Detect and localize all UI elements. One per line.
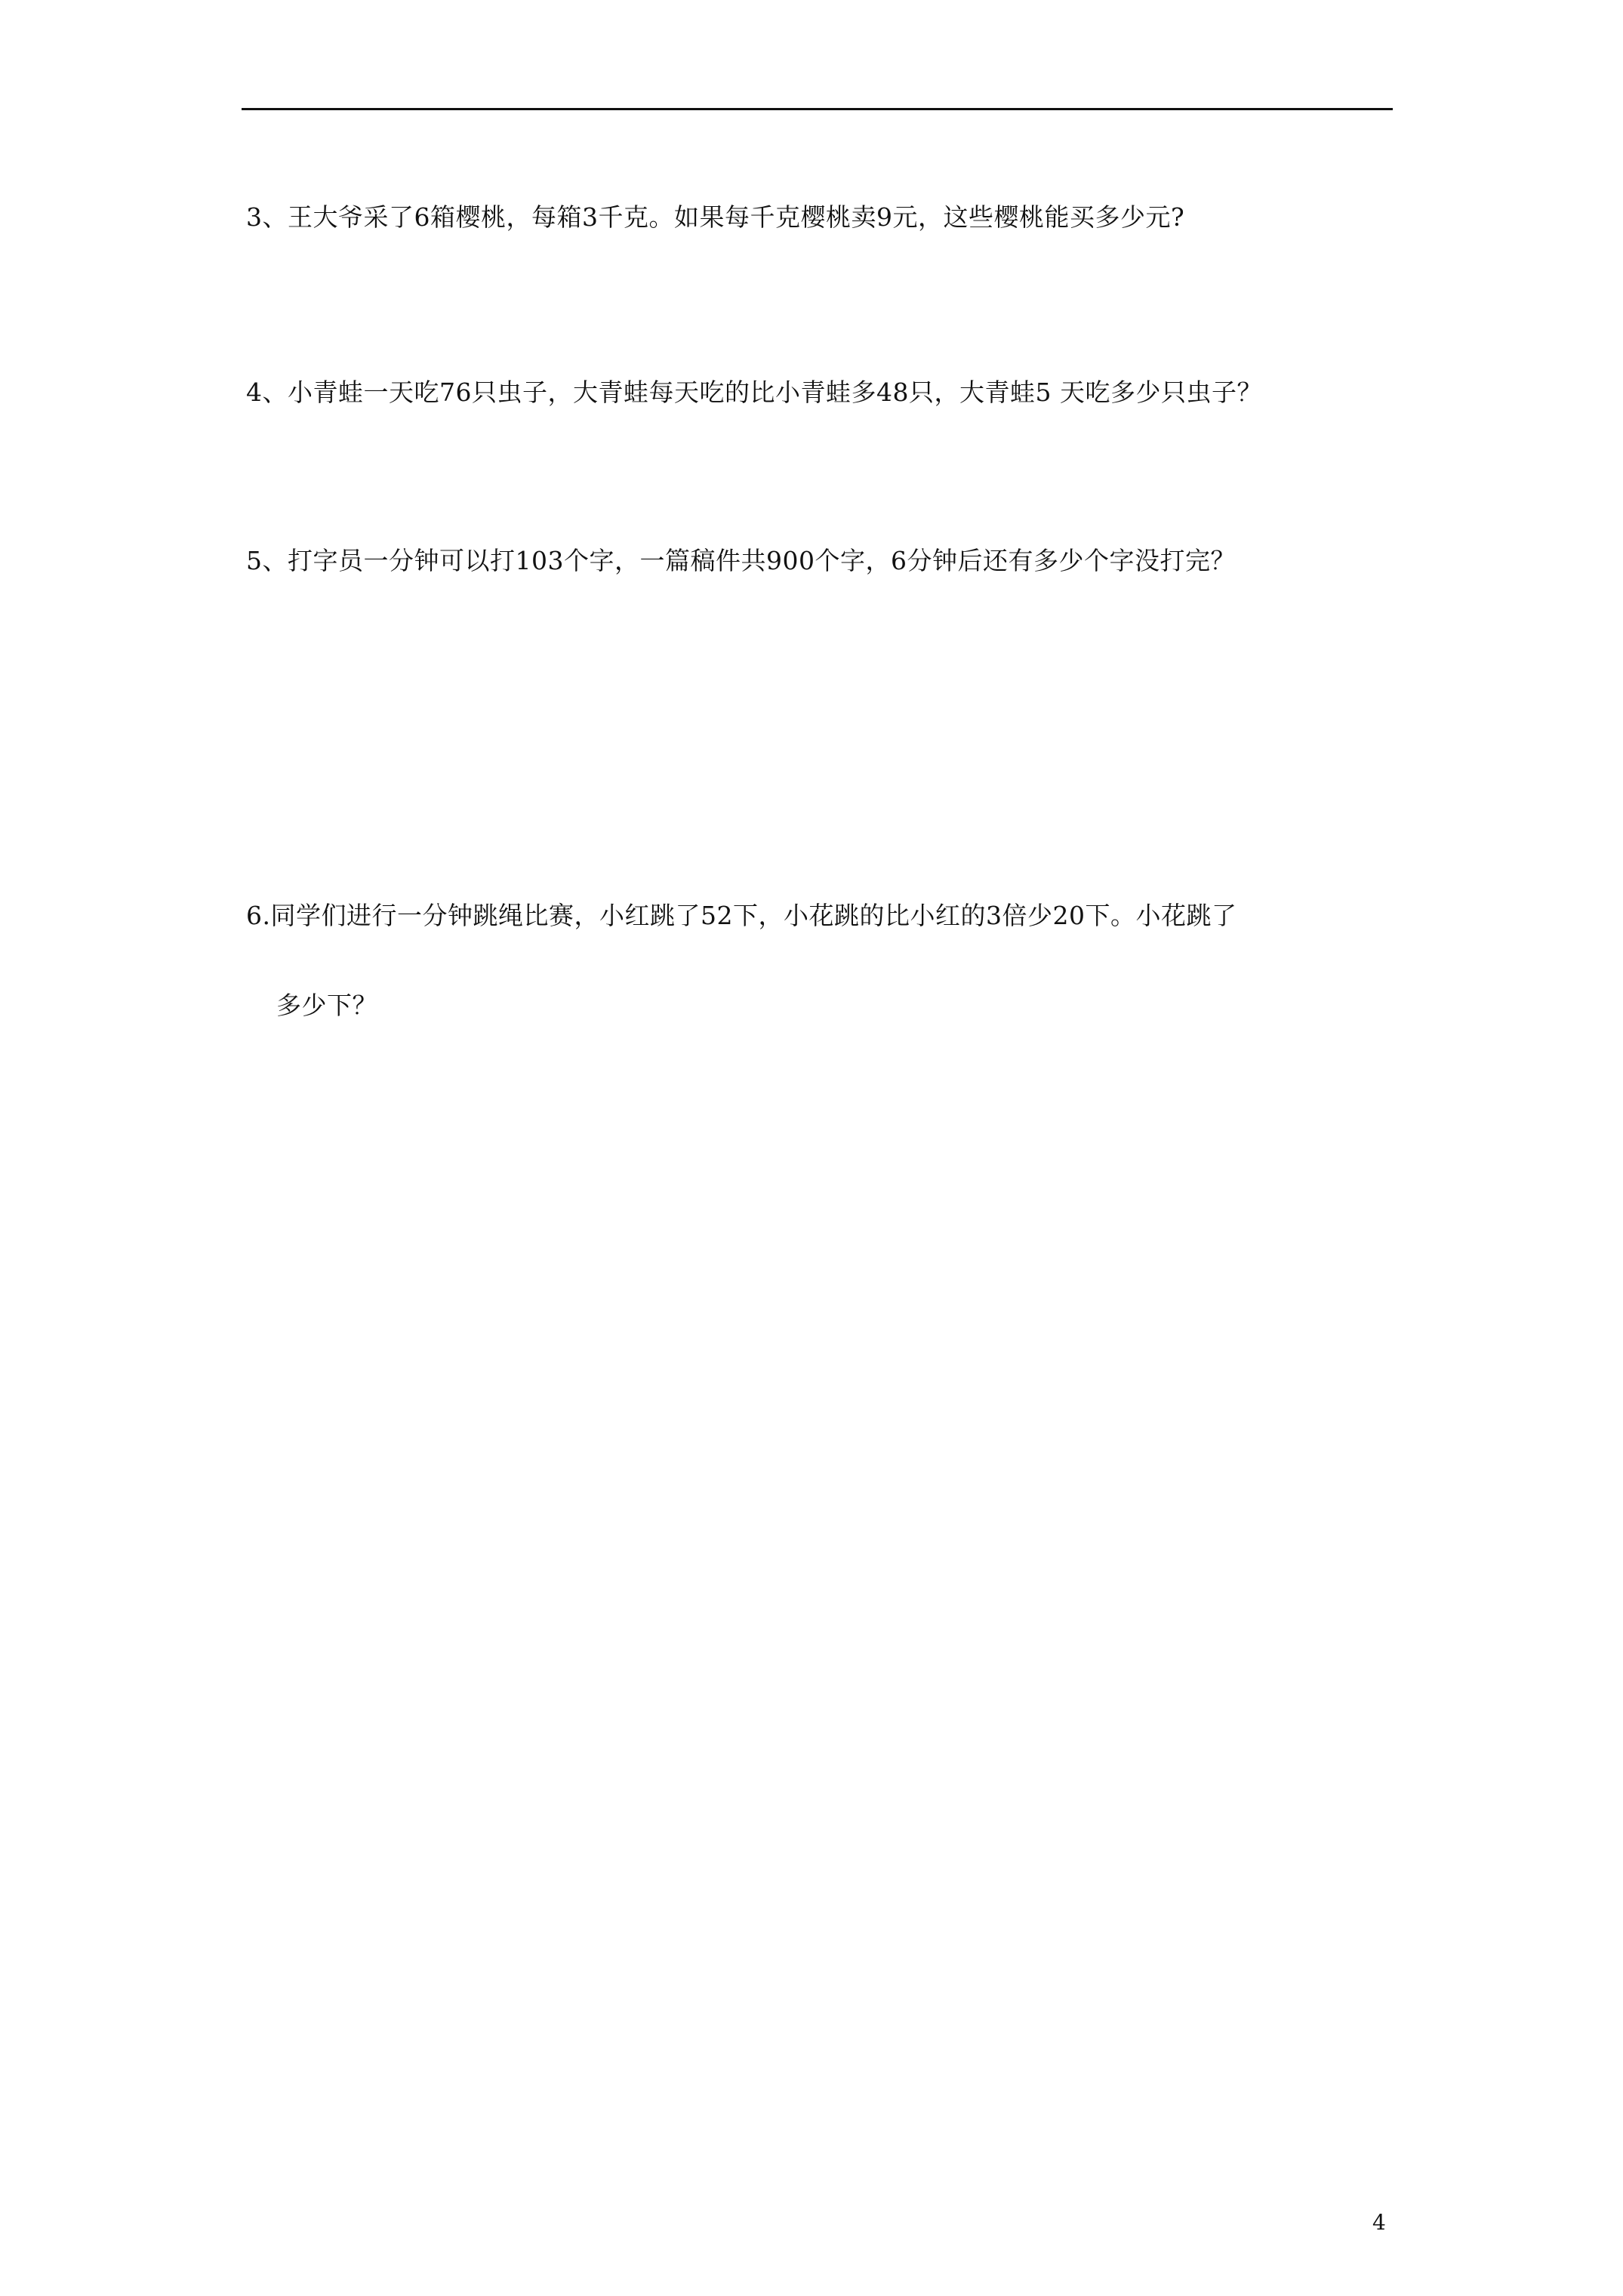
question-6: 6.同学们进行一分钟跳绳比赛，小红跳了52下，小花跳的比小红的3倍少20下。小花跳了	[246, 901, 1237, 930]
question-4: 4、小青蛙一天吃76只虫子，大青蛙每天吃的比小青蛙多48只，大青蛙5 天吃多少只虫子？	[246, 378, 1262, 407]
header-rule	[242, 108, 1393, 110]
question-5: 5、打字员一分钟可以打103个字，一篇稿件共900个字，6分钟后还有多少个字没打完？	[246, 546, 1236, 575]
page-number: 4	[1372, 2210, 1386, 2235]
question-6-continuation: 多少下？	[276, 991, 377, 1020]
question-3: 3、王大爷采了6箱樱桃，每箱3千克。如果每千克樱桃卖9元，这些樱桃能买多少元?	[246, 202, 1185, 232]
